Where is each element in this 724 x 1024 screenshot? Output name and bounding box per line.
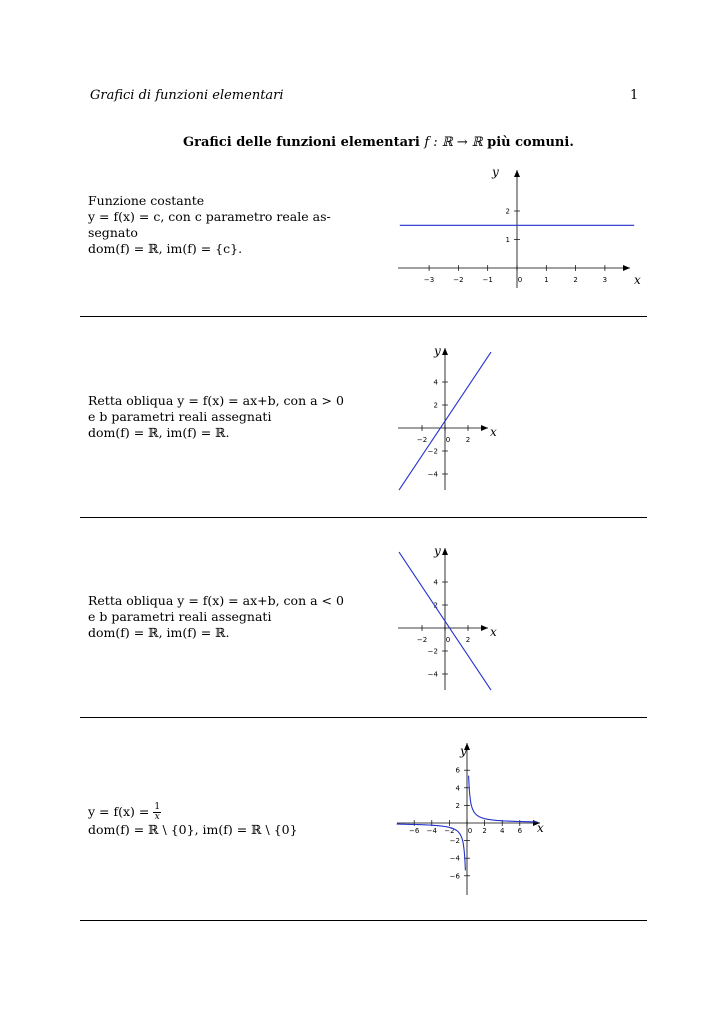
constant-function-graph [390,160,650,295]
section-divider [80,717,647,718]
page-title [183,135,574,150]
text-line [88,803,338,822]
section-constant-text [88,193,338,257]
title-mapping: f : ℝ → ℝ [424,135,483,150]
x-tick-label: −2 [416,636,428,644]
hyperbola-branch [469,776,538,822]
y-axis-label: y [492,165,499,179]
text-line: dom(f) = ℝ, im(f) = ℝ. [88,625,230,640]
x-tick-label: 2 [482,827,487,835]
text-line: e b parametri reali assegnati [88,409,272,424]
y-tick-label: −2 [427,447,438,456]
x-tick-label: −2 [416,436,428,444]
hyperbola-formula: y = f(x) = [88,804,154,819]
section-divider [80,316,647,317]
y-tick-label: 2 [433,601,438,610]
x-axis-label: x [537,821,544,835]
y-tick-label: −4 [427,470,438,479]
y-tick-label: 4 [433,378,438,387]
section-hyperbola-text [88,803,338,838]
x-tick-label: 2 [465,636,471,644]
title-text: Grafici delle funzioni elementari [183,135,420,150]
text-line: Retta obliqua y = f(x) = ax+b, con a > 0 [88,393,344,408]
section-decreasing-line-text [88,593,344,641]
page-number: 1 [630,88,639,103]
running-title: Grafici di funzioni elementari [90,88,284,103]
y-tick-label: 4 [455,784,460,793]
fraction-denominator: x [154,812,160,822]
y-tick-label: −6 [449,872,460,881]
x-tick-label: 0 [445,436,451,444]
y-tick-label: 6 [455,766,460,775]
x-axis-arrowhead [481,425,488,431]
x-tick-label: −2 [444,827,455,835]
y-tick-label: 4 [433,578,438,587]
x-axis-label: x [490,425,497,439]
y-tick-label: 2 [433,401,438,410]
title-suffix: più comuni. [487,135,574,150]
y-tick-label: 1 [505,236,510,244]
y-tick-label: −2 [449,837,460,846]
fraction-numerator: 1 [154,802,161,812]
x-tick-label: −2 [453,276,464,284]
text-line: e b parametri reali assegnati [88,609,272,624]
y-axis-arrowhead [442,548,448,555]
y-axis-label: y [434,544,441,558]
x-axis-arrowhead [623,265,630,271]
x-tick-label: 2 [465,436,471,444]
fraction [153,803,161,822]
text-line: y = f(x) = c, con c parametro reale as- [88,209,331,224]
increasing-line-graph [390,340,510,495]
section-divider [80,920,647,921]
text-line: segnato [88,225,138,240]
x-tick-label: 0 [445,636,451,644]
y-tick-label: −2 [427,647,438,656]
text-line: dom(f) = ℝ \ {0}, im(f) = ℝ \ {0} [88,822,298,837]
y-axis-arrowhead [442,348,448,355]
y-tick-label: −4 [427,670,438,679]
x-axis-label: x [490,625,497,639]
x-axis-arrowhead [481,625,488,631]
y-tick-label: 2 [455,801,460,810]
y-tick-label: 2 [505,207,510,216]
x-tick-label: −4 [426,827,437,835]
x-tick-label: 3 [602,276,608,284]
text-line: Funzione costante [88,193,205,208]
y-axis-arrowhead [514,170,520,177]
text-line: dom(f) = ℝ, im(f) = ℝ. [88,425,230,440]
x-tick-label: 4 [499,827,505,835]
x-tick-label: 1 [544,276,549,284]
section-increasing-line-text [88,393,344,441]
text-line: dom(f) = ℝ, im(f) = {c}. [88,241,243,256]
y-tick-label: −4 [449,854,460,863]
x-tick-label: −6 [409,827,420,835]
x-tick-label: −3 [423,276,435,284]
x-tick-label: 0 [517,276,523,284]
y-axis-label: y [434,344,441,358]
x-tick-label: 2 [573,276,578,284]
hyperbola-graph [395,740,555,900]
text-line: Retta obliqua y = f(x) = ax+b, con a < 0 [88,593,344,608]
decreasing-line-graph [390,540,510,695]
x-tick-label: −1 [482,276,493,284]
x-tick-label: 6 [517,827,523,835]
y-axis-label: y [460,744,467,758]
section-divider [80,517,647,518]
x-tick-label: 0 [467,827,473,835]
x-axis-label: x [634,273,641,287]
